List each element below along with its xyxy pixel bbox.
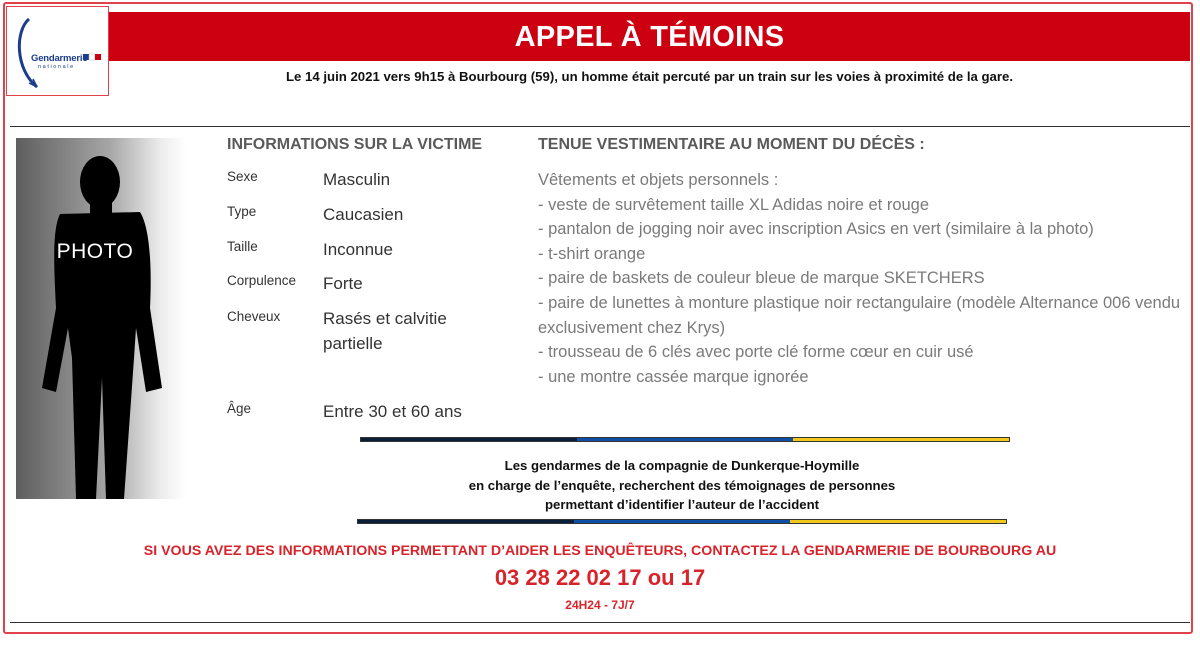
- clothing-item: - veste de survêtement taille XL Adidas noire et rouge: [538, 195, 930, 214]
- silhouette-icon: [16, 138, 186, 499]
- photo-label: PHOTO: [56, 240, 134, 263]
- age-label: Âge: [227, 401, 252, 416]
- gendarmerie-logo: [6, 6, 109, 96]
- logo-subtitle: nationale: [38, 64, 75, 70]
- sex-label: Sexe: [227, 169, 258, 184]
- clothing-item: - trousseau de 6 clés avec porte clé forme cœur en cuir usé: [538, 343, 974, 362]
- clothing-list: [538, 168, 1188, 389]
- clothing-item: - t-shirt orange: [538, 244, 646, 263]
- clothing-item: - paire de lunettes à monture plastique noir rectangulaire (modèle Alternance 006 vendu exclusivement chez Krys): [538, 293, 1181, 337]
- appeal-line: en charge de l’enquête, recherchent des témoignages de personnes: [468, 477, 896, 493]
- height-label: Taille: [227, 239, 258, 254]
- clothing-intro: Vêtements et objets personnels :: [538, 171, 779, 189]
- appeal-line: Les gendarmes de la compagnie de Dunkerque-Hoymille: [504, 458, 860, 473]
- hair-value: Rasés et calvitie partielle: [323, 309, 447, 353]
- type-label: Type: [227, 204, 257, 219]
- gendarmerie-logo-icon: [7, 7, 110, 97]
- clothing-item: - une montre cassée marque ignorée: [538, 367, 809, 386]
- divider-bottom: [10, 622, 1190, 623]
- clothing-item: - pantalon de jogging noir avec inscription Asics en vert (similaire à la photo): [538, 220, 1094, 239]
- sex-value: Masculin: [323, 170, 391, 189]
- age-value: Entre 30 et 60 ans: [323, 402, 462, 421]
- victim-photo-placeholder: [16, 138, 186, 499]
- type-value: Caucasien: [323, 205, 404, 224]
- appeal-line: permettant d’identifier l’auteur de l’accident: [544, 497, 820, 512]
- phone-number: 03 28 22 02 17 ou 17: [494, 565, 706, 590]
- page-title: APPEL À TÉMOINS: [109, 12, 1190, 61]
- build-value: Forte: [323, 274, 363, 293]
- incident-summary: Le 14 juin 2021 vers 9h15 à Bourbourg (59), un homme était percuté par un train sur les voies à proximité de la gare.: [285, 69, 1013, 84]
- clothing-heading: TENUE VESTIMENTAIRE AU MOMENT DU DÉCÈS :: [538, 136, 925, 153]
- victim-info-heading: INFORMATIONS SUR LA VICTIME: [227, 136, 483, 153]
- divider-top: [10, 126, 1190, 127]
- tricolor-divider-bottom: [357, 519, 1007, 524]
- height-value: Inconnue: [323, 240, 393, 259]
- appeal-text: [357, 456, 1007, 515]
- tricolor-divider-top: [360, 437, 1010, 442]
- availability-hours: 24H24 - 7J/7: [565, 598, 635, 612]
- contact-instructions: SI VOUS AVEZ DES INFORMATIONS PERMETTANT D’AIDER LES ENQUÊTEURS, CONTACTEZ LA GENDARMERIE DE BOURBOURG AU: [143, 543, 1057, 559]
- clothing-item: - paire de baskets de couleur bleue de marque SKETCHERS: [538, 269, 985, 288]
- hair-label: Cheveux: [227, 309, 281, 324]
- build-label: Corpulence: [227, 273, 297, 288]
- logo-name: Gendarmerie: [31, 53, 88, 64]
